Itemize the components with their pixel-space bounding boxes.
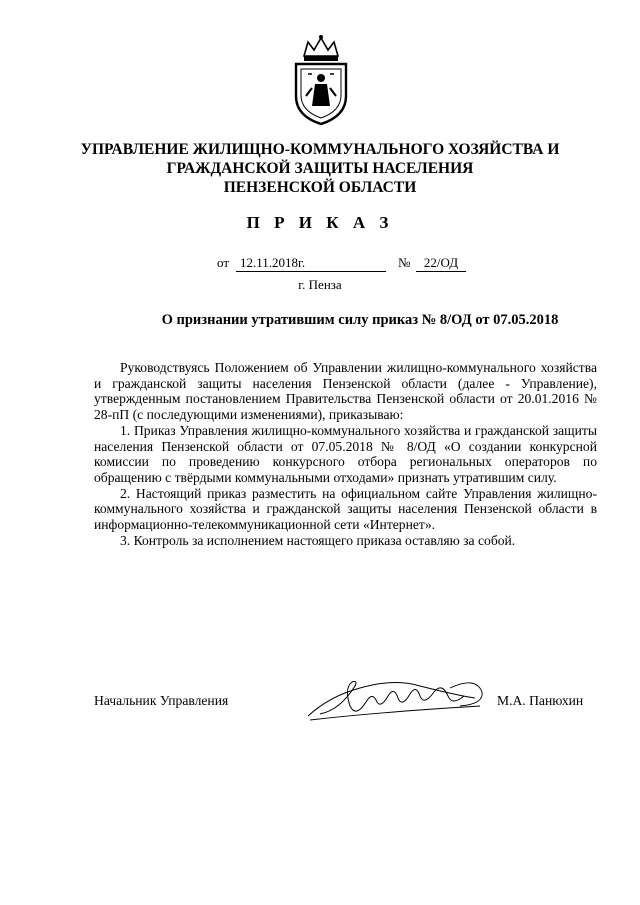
org-line-2: ГРАЖДАНСКОЙ ЗАЩИТЫ НАСЕЛЕНИЯ [166,160,474,177]
item-2-paragraph: 2. Настоящий приказ разместить на официальном сайте Управления жилищно-коммунального хозяйства и гражданской защиты населения Пензенской области в информационно-телекоммуникационной сети «Интернет». [94,485,597,533]
document-type-heading: П Р И К А З [246,213,394,232]
document-meta-row [0,255,640,275]
handwritten-signature-icon [300,666,490,726]
order-subject: О признании утратившим силу приказ № 8/ОД от 07.05.2018 [161,312,559,328]
signatory-position: Начальник Управления [94,693,229,708]
penza-coat-of-arms-icon [290,34,352,126]
org-line-3: ПЕНЗЕНСКОЙ ОБЛАСТИ [223,179,417,196]
order-body [94,360,597,548]
preamble-paragraph: Руководствуясь Положением об Управлении жилищно-коммунального хозяйства и гражданской защиты населения Пензенской области (далее - Управление), утвержденным постановлением Правительства Пензенской области от 20.01.2016 № 28-пП (с последующими изменениями), приказываю: [94,360,597,423]
number-value: 22/ОД [416,255,466,272]
date-label: от [217,255,230,270]
item-3-paragraph: 3. Контроль за исполнением настоящего приказа оставляю за собой. [120,532,516,548]
city: г. Пенза [298,277,342,292]
date-value: 12.11.2018г. [236,255,386,272]
org-line-1: УПРАВЛЕНИЕ ЖИЛИЩНО-КОММУНАЛЬНОГО ХОЗЯЙСТВА И [80,141,560,158]
item-1-paragraph: 1. Приказ Управления жилищно-коммунального хозяйства и гражданской защиты населения Пензенской области от 07.05.2018 № 8/ОД «О создании конкурсной комиссии по проведению конкурсного отбора региональных операторов по обращению с твёрдыми коммунальными отходами» признать утратившим силу. [94,422,597,485]
number-label: № [398,255,411,270]
organization-name [60,140,580,197]
signatory-name: М.А. Панюхин [497,693,584,708]
